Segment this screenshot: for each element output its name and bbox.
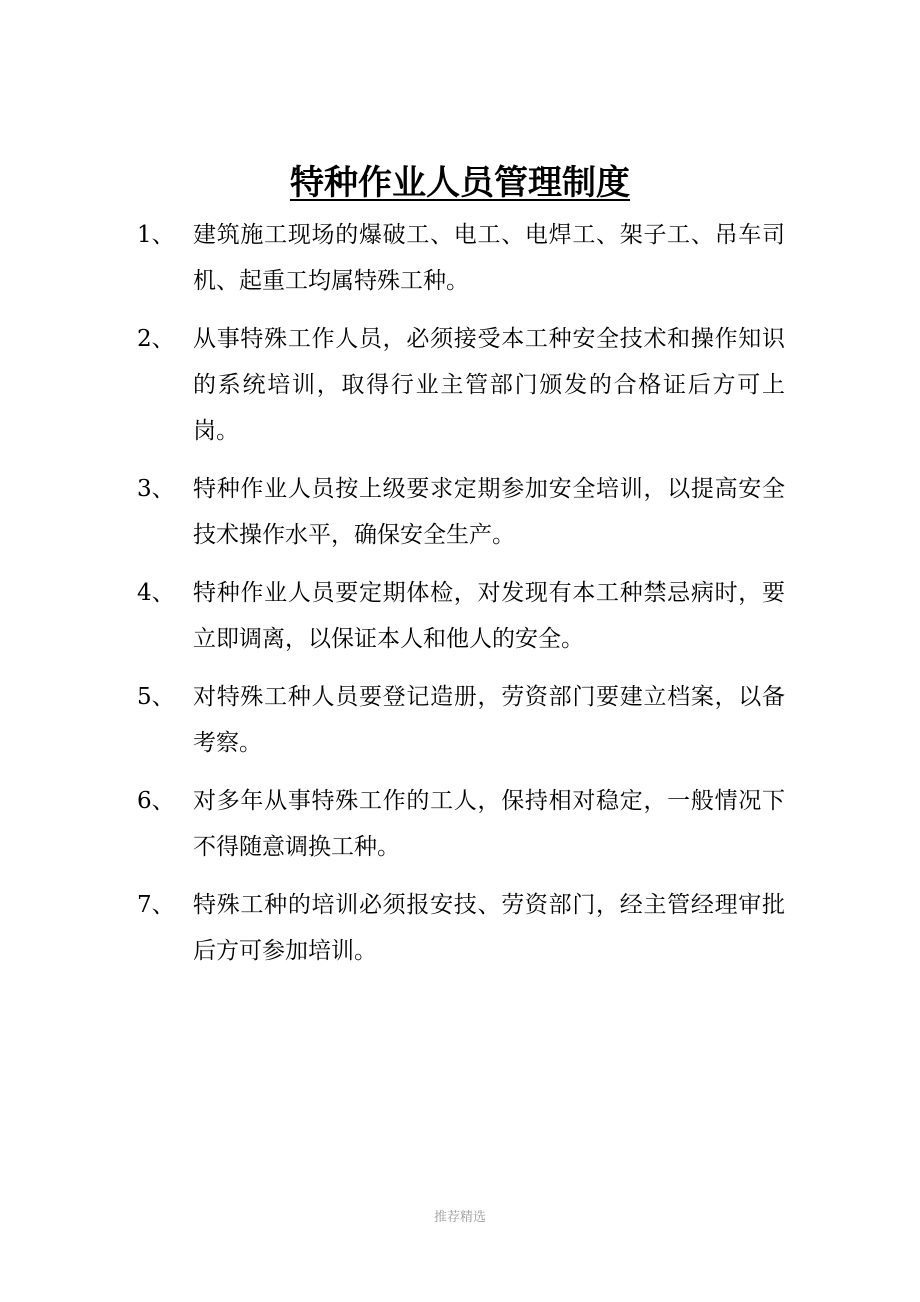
list-item-text: 对多年从事特殊工作的工人，保持相对稳定，一般情况下不得随意调换工种。 (193, 788, 785, 860)
list-item (0, 316, 920, 454)
list-item-number: 7、 (137, 892, 175, 918)
document-title (0, 160, 920, 206)
list-item-text: 建筑施工现场的爆破工、电工、电焊工、架子工、吊车司机、起重工均属特殊工种。 (193, 222, 785, 294)
list-item (0, 570, 920, 662)
list-item-text: 特殊工种的培训必须报安技、劳资部门，经主管经理审批后方可参加培训。 (193, 892, 785, 964)
list-item-text: 从事特殊工作人员，必须接受本工种安全技术和操作知识的系统培训，取得行业主管部门颁发的合格证后方可上岗。 (193, 326, 785, 444)
list-item-number: 3、 (137, 476, 175, 502)
list-item (0, 778, 920, 870)
list-item-number: 6、 (137, 788, 175, 814)
list-item-text: 对特殊工种人员要登记造册，劳资部门要建立档案，以备考察。 (193, 684, 785, 756)
regulation-list (0, 212, 920, 986)
list-item-number: 2、 (137, 326, 175, 352)
list-item (0, 466, 920, 558)
list-item (0, 212, 920, 304)
list-item (0, 674, 920, 766)
list-item-number: 5、 (137, 684, 175, 710)
document-title-text: 特种作业人员管理制度 (290, 163, 630, 203)
list-item-text: 特种作业人员按上级要求定期参加安全培训，以提高安全技术操作水平，确保安全生产。 (193, 476, 785, 548)
list-item-number: 1、 (137, 222, 175, 248)
list-item-number: 4、 (137, 580, 175, 606)
list-item-text: 特种作业人员要定期体检，对发现有本工种禁忌病时，要立即调离，以保证本人和他人的安全。 (193, 580, 785, 652)
page-footer: 推荐精选 (433, 1210, 486, 1225)
list-item (0, 882, 920, 974)
